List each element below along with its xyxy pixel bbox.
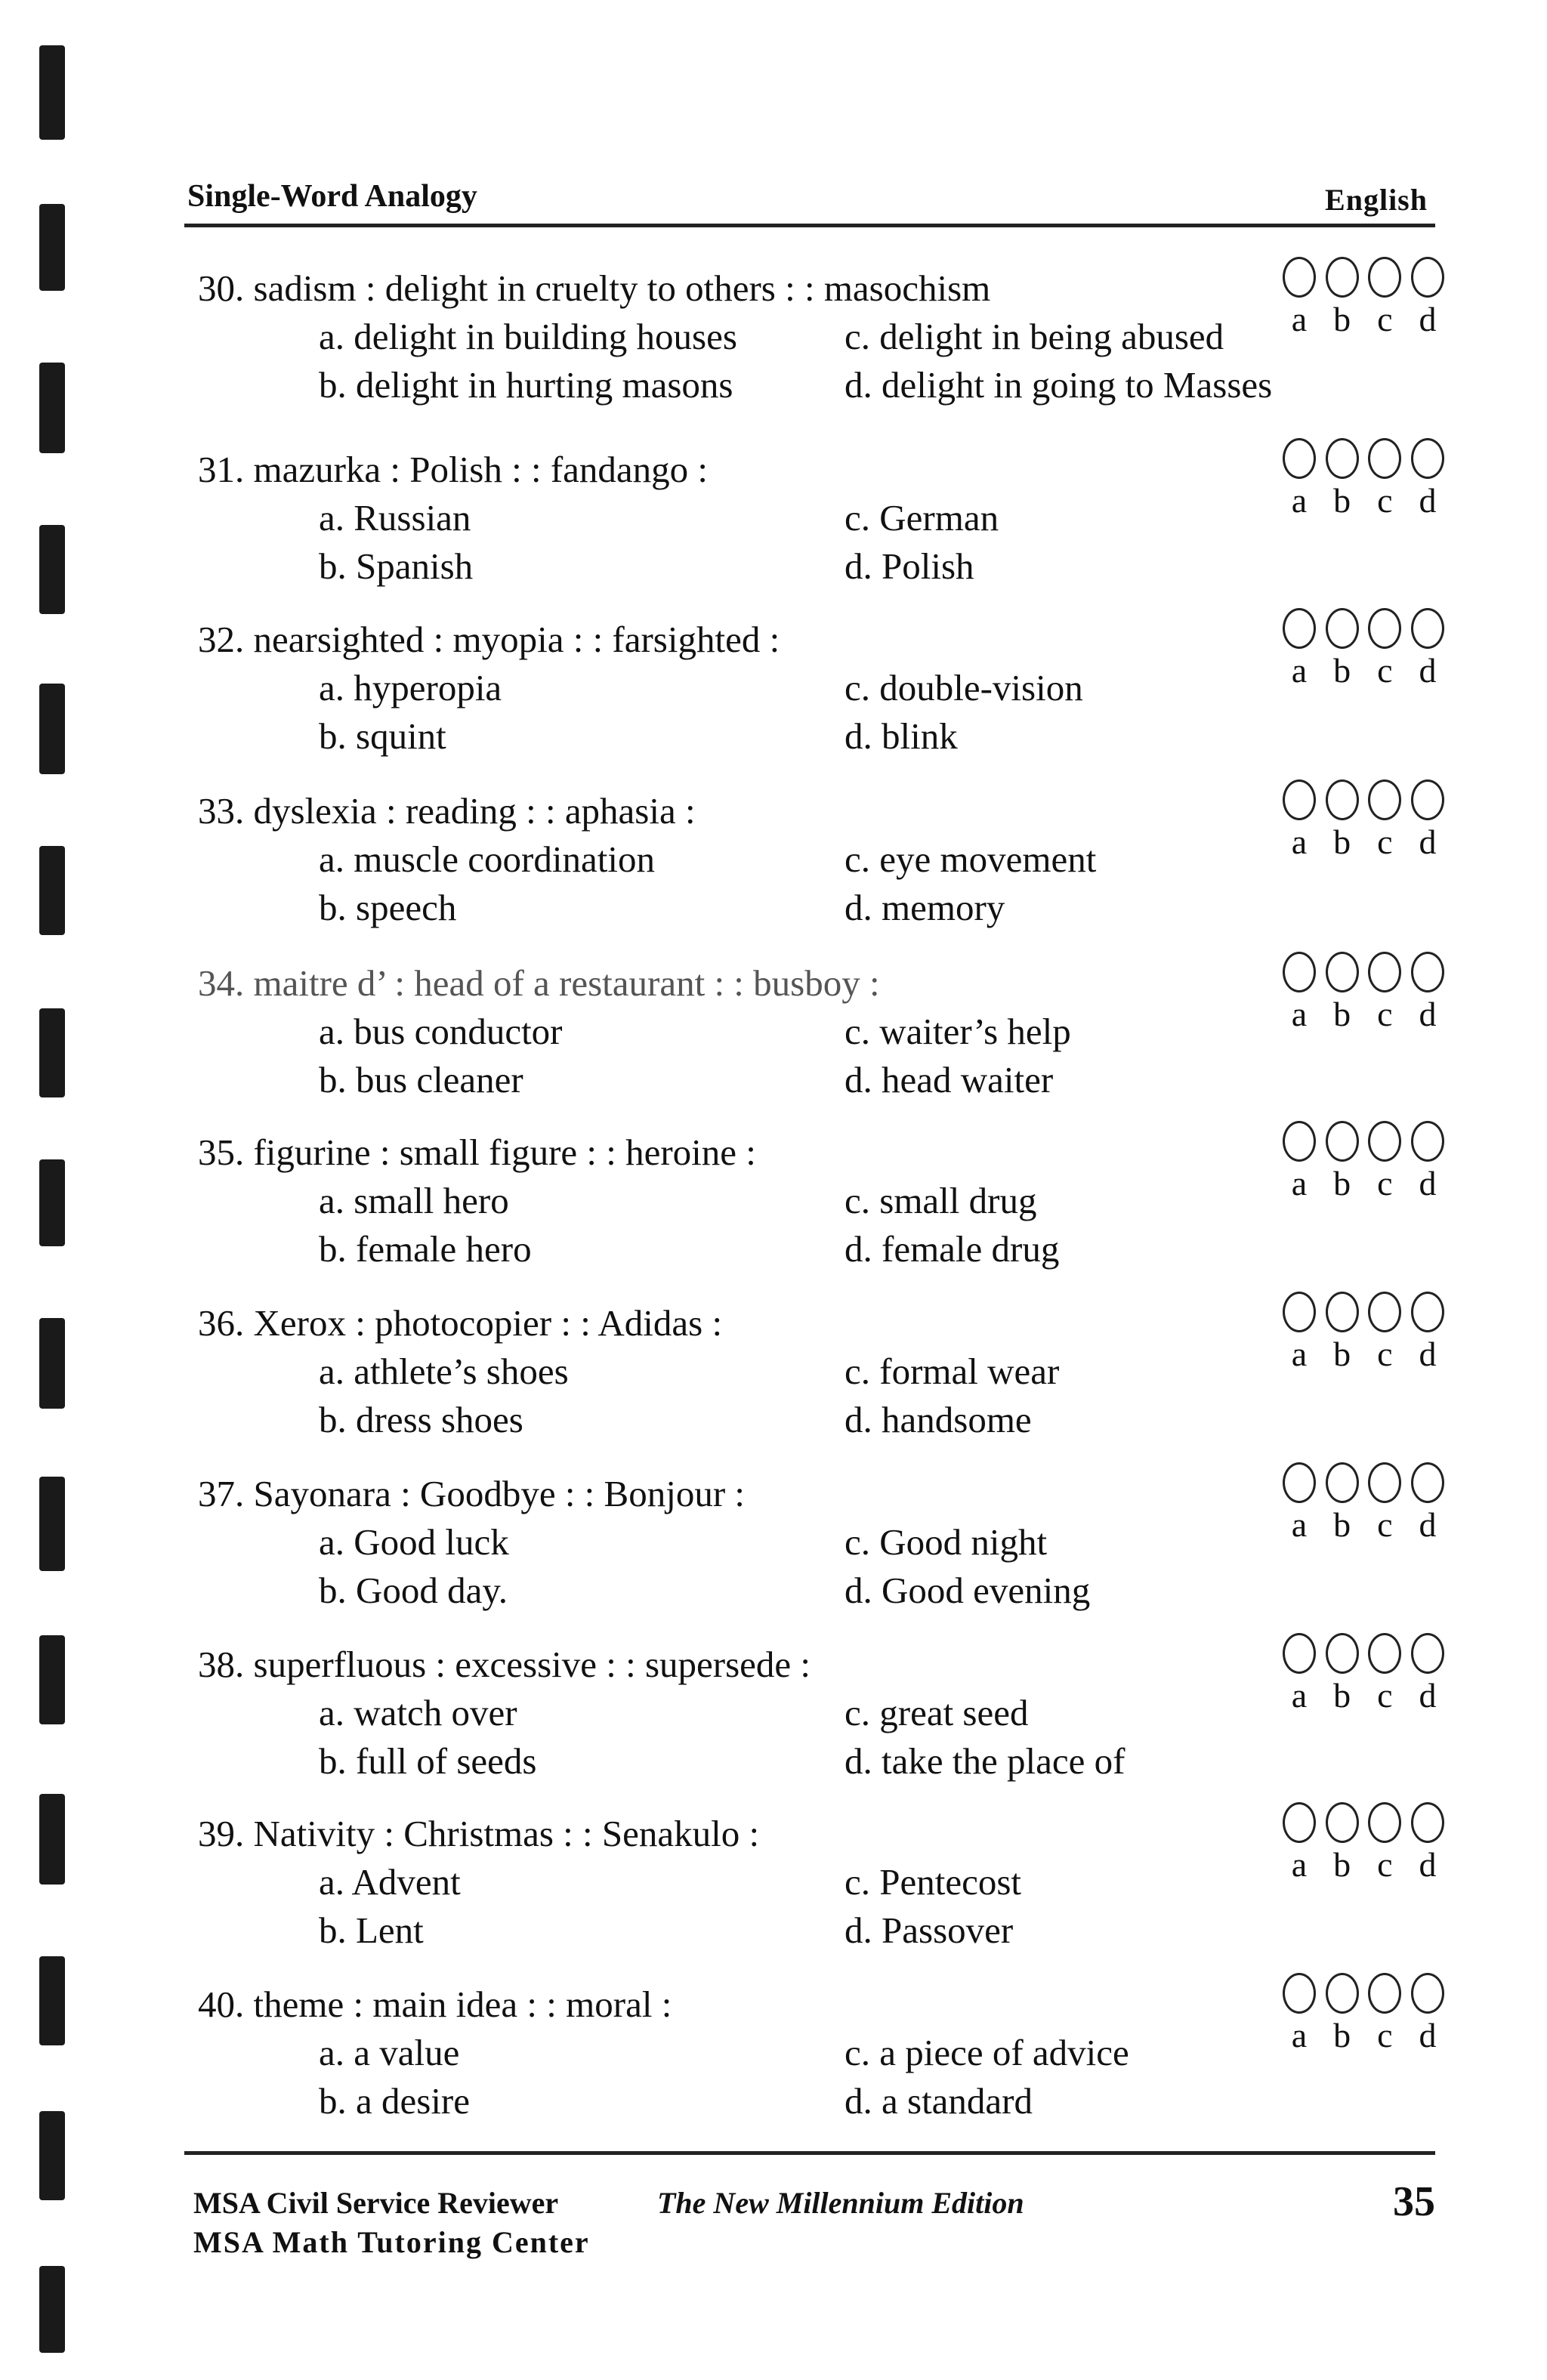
option-d: d. Polish xyxy=(845,545,974,587)
answer-bubbles xyxy=(1283,952,1456,1033)
question-stem: 35. figurine : small figure : : heroine : xyxy=(198,1131,756,1173)
binding-mark xyxy=(39,846,65,935)
question-stem: 31. mazurka : Polish : : fandango : xyxy=(198,449,708,490)
bubble-letter-c: c xyxy=(1377,481,1393,520)
bubble-a[interactable] xyxy=(1283,1633,1316,1674)
question-stem: 38. superfluous : excessive : : supersede : xyxy=(198,1644,811,1685)
bubble-letter-a: a xyxy=(1291,300,1308,338)
option-c: c. great seed xyxy=(845,1692,1029,1733)
option-c: c. delight in being abused xyxy=(845,316,1224,357)
bubble-letter-b: b xyxy=(1333,1676,1351,1715)
option-d: d. take the place of xyxy=(845,1740,1126,1782)
option-a: a. a value xyxy=(319,2032,460,2073)
question-stem: 34. maitre d’ : head of a restaurant : : busboy : xyxy=(198,962,880,1004)
option-a: a. delight in building houses xyxy=(319,316,737,357)
binding-mark xyxy=(39,363,65,453)
question-38 xyxy=(198,1641,1452,1807)
option-d: d. Good evening xyxy=(845,1570,1091,1611)
bubble-d[interactable] xyxy=(1411,257,1444,298)
bubble-a[interactable] xyxy=(1283,952,1316,992)
option-a: a. bus conductor xyxy=(319,1011,563,1052)
bubble-letter-b: b xyxy=(1333,481,1351,520)
bubble-c[interactable] xyxy=(1368,779,1401,820)
option-a: a. watch over xyxy=(319,1692,517,1733)
bubble-letter-c: c xyxy=(1377,1505,1393,1544)
bubble-letter-b: b xyxy=(1333,300,1351,338)
question-32 xyxy=(198,616,1452,782)
bubble-letter-a: a xyxy=(1291,1676,1308,1715)
option-a: a. small hero xyxy=(319,1180,509,1221)
page-header xyxy=(184,171,1435,227)
bubble-b[interactable] xyxy=(1326,779,1359,820)
bubble-c[interactable] xyxy=(1368,608,1401,649)
question-34 xyxy=(198,959,1452,1125)
option-c: c. eye movement xyxy=(845,838,1097,880)
binding-mark xyxy=(39,1159,65,1246)
bubble-letter-c: c xyxy=(1377,995,1393,1033)
bubble-b[interactable] xyxy=(1326,1292,1359,1332)
bubble-letter-d: d xyxy=(1419,300,1437,338)
option-b: b. full of seeds xyxy=(319,1740,537,1782)
option-b: b. squint xyxy=(319,715,446,757)
subject-label: English xyxy=(1325,183,1428,217)
answer-bubbles xyxy=(1283,608,1456,690)
bubble-d[interactable] xyxy=(1411,438,1444,479)
bubble-letter-c: c xyxy=(1377,2016,1393,2054)
page-footer xyxy=(184,2151,1435,2306)
bubble-letter-d: d xyxy=(1419,1845,1437,1884)
binding-mark xyxy=(39,1477,65,1571)
bubble-letter-b: b xyxy=(1333,651,1351,690)
bubble-letter-a: a xyxy=(1291,2016,1308,2054)
bubble-d[interactable] xyxy=(1411,779,1444,820)
binding-mark xyxy=(39,1008,65,1097)
question-31 xyxy=(198,446,1452,612)
option-c: c. a piece of advice xyxy=(845,2032,1129,2073)
option-d: d. Passover xyxy=(845,1909,1014,1951)
bubble-b[interactable] xyxy=(1326,1802,1359,1843)
binding-mark xyxy=(39,1956,65,2045)
bubble-letter-c: c xyxy=(1377,651,1393,690)
question-35 xyxy=(198,1128,1452,1295)
bubble-letter-c: c xyxy=(1377,823,1393,861)
option-b: b. speech xyxy=(319,887,457,928)
question-stem: 37. Sayonara : Goodbye : : Bonjour : xyxy=(198,1473,746,1514)
bubble-letter-d: d xyxy=(1419,1505,1437,1544)
bubble-letter-c: c xyxy=(1377,300,1393,338)
question-stem: 30. sadism : delight in cruelty to others : : masochism xyxy=(198,267,991,309)
section-title: Single-Word Analogy xyxy=(187,179,477,214)
binding-mark xyxy=(39,525,65,614)
option-c: c. formal wear xyxy=(845,1351,1060,1392)
bubble-letter-a: a xyxy=(1291,1164,1308,1202)
bubble-c[interactable] xyxy=(1368,1633,1401,1674)
option-b: b. bus cleaner xyxy=(319,1059,523,1100)
binding-mark xyxy=(39,1635,65,1724)
question-39 xyxy=(198,1810,1452,1976)
answer-bubbles xyxy=(1283,1462,1456,1544)
bubble-letter-a: a xyxy=(1291,481,1308,520)
bubble-letter-b: b xyxy=(1333,2016,1351,2054)
option-a: a. Russian xyxy=(319,497,471,539)
bubble-a[interactable] xyxy=(1283,1292,1316,1332)
option-b: b. female hero xyxy=(319,1228,532,1270)
bubble-letter-b: b xyxy=(1333,823,1351,861)
bubble-d[interactable] xyxy=(1411,1973,1444,2014)
option-a: a. hyperopia xyxy=(319,667,502,708)
question-stem: 33. dyslexia : reading : : aphasia : xyxy=(198,790,696,832)
option-d: d. handsome xyxy=(845,1399,1032,1440)
option-c: c. German xyxy=(845,497,999,539)
option-b: b. Good day. xyxy=(319,1570,508,1611)
bubble-c[interactable] xyxy=(1368,257,1401,298)
question-33 xyxy=(198,787,1452,953)
spiral-binding-marks xyxy=(39,0,69,2380)
option-d: d. memory xyxy=(845,887,1005,928)
bubble-letter-c: c xyxy=(1377,1845,1393,1884)
option-a: a. Good luck xyxy=(319,1521,509,1563)
bubble-letter-d: d xyxy=(1419,651,1437,690)
bubble-b[interactable] xyxy=(1326,1973,1359,2014)
bubble-letter-d: d xyxy=(1419,1164,1437,1202)
option-c: c. waiter’s help xyxy=(845,1011,1071,1052)
bubble-letter-a: a xyxy=(1291,823,1308,861)
bubble-letter-d: d xyxy=(1419,823,1437,861)
bubble-b[interactable] xyxy=(1326,952,1359,992)
answer-bubbles xyxy=(1283,1633,1456,1715)
question-40 xyxy=(198,1980,1452,2147)
question-stem: 36. Xerox : photocopier : : Adidas : xyxy=(198,1302,723,1344)
binding-mark xyxy=(39,2111,65,2200)
book-title: MSA Civil Service Reviewer xyxy=(193,2186,559,2220)
question-36 xyxy=(198,1299,1452,1465)
bubble-d[interactable] xyxy=(1411,1802,1444,1843)
bubble-letter-d: d xyxy=(1419,1676,1437,1715)
option-b: b. dress shoes xyxy=(319,1399,523,1440)
bubble-letter-a: a xyxy=(1291,1505,1308,1544)
bubble-letter-d: d xyxy=(1419,481,1437,520)
publisher-name: MSA Math Tutoring Center xyxy=(193,2225,590,2259)
option-b: b. Spanish xyxy=(319,545,474,587)
page-number: 35 xyxy=(1393,2178,1435,2225)
option-c: c. small drug xyxy=(845,1180,1037,1221)
binding-mark xyxy=(39,2266,65,2353)
bubble-c[interactable] xyxy=(1368,952,1401,992)
bubble-c[interactable] xyxy=(1368,1292,1401,1332)
bubble-c[interactable] xyxy=(1368,1802,1401,1843)
question-stem: 40. theme : main idea : : moral : xyxy=(198,1983,672,2025)
answer-bubbles xyxy=(1283,1802,1456,1884)
bubble-letter-a: a xyxy=(1291,995,1308,1033)
bubble-letter-b: b xyxy=(1333,1164,1351,1202)
bubble-a[interactable] xyxy=(1283,1462,1316,1503)
bubble-a[interactable] xyxy=(1283,438,1316,479)
bubble-d[interactable] xyxy=(1411,1121,1444,1162)
binding-mark xyxy=(39,45,65,140)
bubble-letter-a: a xyxy=(1291,1845,1308,1884)
bubble-d[interactable] xyxy=(1411,952,1444,992)
option-d: d. blink xyxy=(845,715,958,757)
edition-label: The New Millennium Edition xyxy=(657,2186,1024,2220)
bubble-letter-b: b xyxy=(1333,995,1351,1033)
option-b: b. a desire xyxy=(319,2080,470,2122)
bubble-d[interactable] xyxy=(1411,608,1444,649)
answer-bubbles xyxy=(1283,779,1456,861)
question-stem: 32. nearsighted : myopia : : farsighted : xyxy=(198,619,780,660)
question-stem: 39. Nativity : Christmas : : Senakulo : xyxy=(198,1813,760,1854)
binding-mark xyxy=(39,684,65,774)
bubble-b[interactable] xyxy=(1326,438,1359,479)
option-d: d. female drug xyxy=(845,1228,1060,1270)
answer-bubbles xyxy=(1283,438,1456,520)
bubble-d[interactable] xyxy=(1411,1462,1444,1503)
bubble-letter-b: b xyxy=(1333,1505,1351,1544)
option-a: a. Advent xyxy=(319,1861,461,1903)
bubble-a[interactable] xyxy=(1283,1802,1316,1843)
bubble-letter-d: d xyxy=(1419,2016,1437,2054)
bubble-c[interactable] xyxy=(1368,1973,1401,2014)
answer-bubbles xyxy=(1283,1121,1456,1202)
option-c: c. Pentecost xyxy=(845,1861,1022,1903)
bubble-c[interactable] xyxy=(1368,1121,1401,1162)
bubble-letter-c: c xyxy=(1377,1164,1393,1202)
bubble-b[interactable] xyxy=(1326,1462,1359,1503)
option-d: d. head waiter xyxy=(845,1059,1054,1100)
bubble-letter-d: d xyxy=(1419,995,1437,1033)
bubble-a[interactable] xyxy=(1283,779,1316,820)
option-d: d. a standard xyxy=(845,2080,1033,2122)
bubble-letter-d: d xyxy=(1419,1335,1437,1373)
option-b: b. delight in hurting masons xyxy=(319,364,733,406)
bubble-b[interactable] xyxy=(1326,608,1359,649)
answer-bubbles xyxy=(1283,257,1456,338)
bubble-b[interactable] xyxy=(1326,257,1359,298)
option-a: a. athlete’s shoes xyxy=(319,1351,569,1392)
bubble-a[interactable] xyxy=(1283,257,1316,298)
bubble-a[interactable] xyxy=(1283,1121,1316,1162)
bubble-d[interactable] xyxy=(1411,1633,1444,1674)
answer-bubbles xyxy=(1283,1292,1456,1373)
bubble-a[interactable] xyxy=(1283,608,1316,649)
bubble-c[interactable] xyxy=(1368,438,1401,479)
bubble-letter-b: b xyxy=(1333,1845,1351,1884)
binding-mark xyxy=(39,204,65,291)
binding-mark xyxy=(39,1318,65,1409)
option-c: c. Good night xyxy=(845,1521,1048,1563)
answer-bubbles xyxy=(1283,1973,1456,2054)
binding-mark xyxy=(39,1794,65,1885)
bubble-letter-c: c xyxy=(1377,1676,1393,1715)
bubble-letter-b: b xyxy=(1333,1335,1351,1373)
option-b: b. Lent xyxy=(319,1909,424,1951)
option-a: a. muscle coordination xyxy=(319,838,655,880)
bubble-c[interactable] xyxy=(1368,1462,1401,1503)
bubble-b[interactable] xyxy=(1326,1121,1359,1162)
question-37 xyxy=(198,1470,1452,1636)
bubble-a[interactable] xyxy=(1283,1973,1316,2014)
bubble-letter-a: a xyxy=(1291,651,1308,690)
option-d: d. delight in going to Masses xyxy=(845,364,1273,406)
question-30 xyxy=(198,264,1452,431)
bubble-d[interactable] xyxy=(1411,1292,1444,1332)
bubble-b[interactable] xyxy=(1326,1633,1359,1674)
bubble-letter-a: a xyxy=(1291,1335,1308,1373)
bubble-letter-c: c xyxy=(1377,1335,1393,1373)
option-c: c. double-vision xyxy=(845,667,1083,708)
